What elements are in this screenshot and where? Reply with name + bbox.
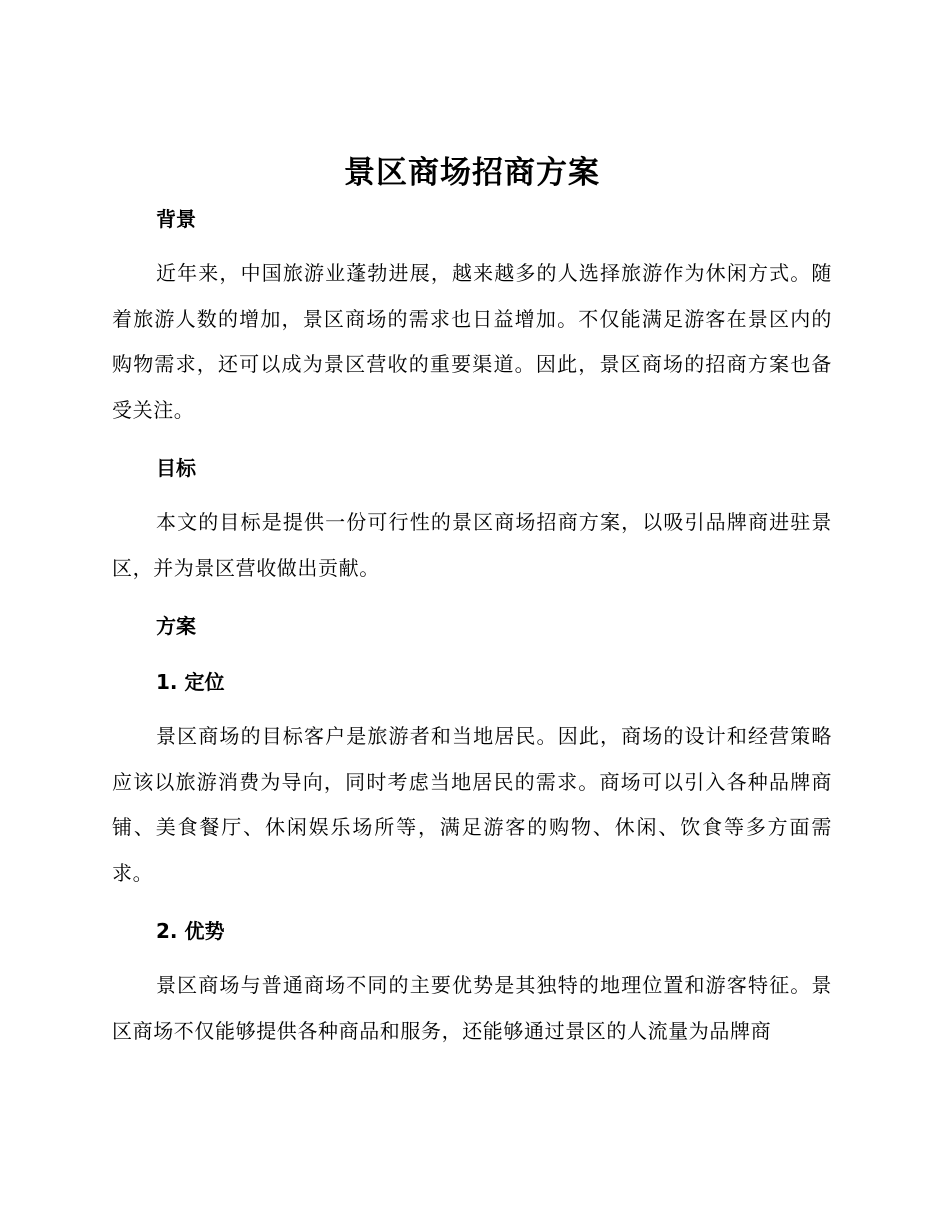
- heading-plan: 方案: [156, 614, 196, 638]
- heading-advantage: 2. 优势: [156, 919, 225, 943]
- document-body: [112, 150, 832, 1054]
- paragraph-positioning: 景区商场的目标客户是旅游者和当地居民。因此，商场的设计和经营策略应该以旅游消费为导向，同时考虑当地居民的需求。商场可以引入各种品牌商铺、美食餐厅、休闲娱乐场所等，满足游客的购物、休闲、饮食等多方面需求。: [112, 724, 832, 885]
- heading-background: 背景: [156, 207, 196, 231]
- paragraph-advantage: 景区商场与普通商场不同的主要优势是其独特的地理位置和游客特征。景区商场不仅能够提供各种商品和服务，还能够通过景区的人流量为品牌商: [112, 973, 832, 1043]
- paragraph-background: 近年来，中国旅游业蓬勃进展，越来越多的人选择旅游作为休闲方式。随着旅游人数的增加，景区商场的需求也日益增加。不仅能满足游客在景区内的购物需求，还可以成为景区营收的重要渠道。因此，景区商场的招商方案也备受关注。: [112, 261, 832, 422]
- document-title: 景区商场招商方案: [344, 155, 600, 191]
- paragraph-goal: 本文的目标是提供一份可行性的景区商场招商方案，以吸引品牌商进驻景区，并为景区营收做出贡献。: [112, 510, 832, 580]
- heading-positioning: 1. 定位: [156, 670, 225, 694]
- heading-goal: 目标: [156, 456, 196, 480]
